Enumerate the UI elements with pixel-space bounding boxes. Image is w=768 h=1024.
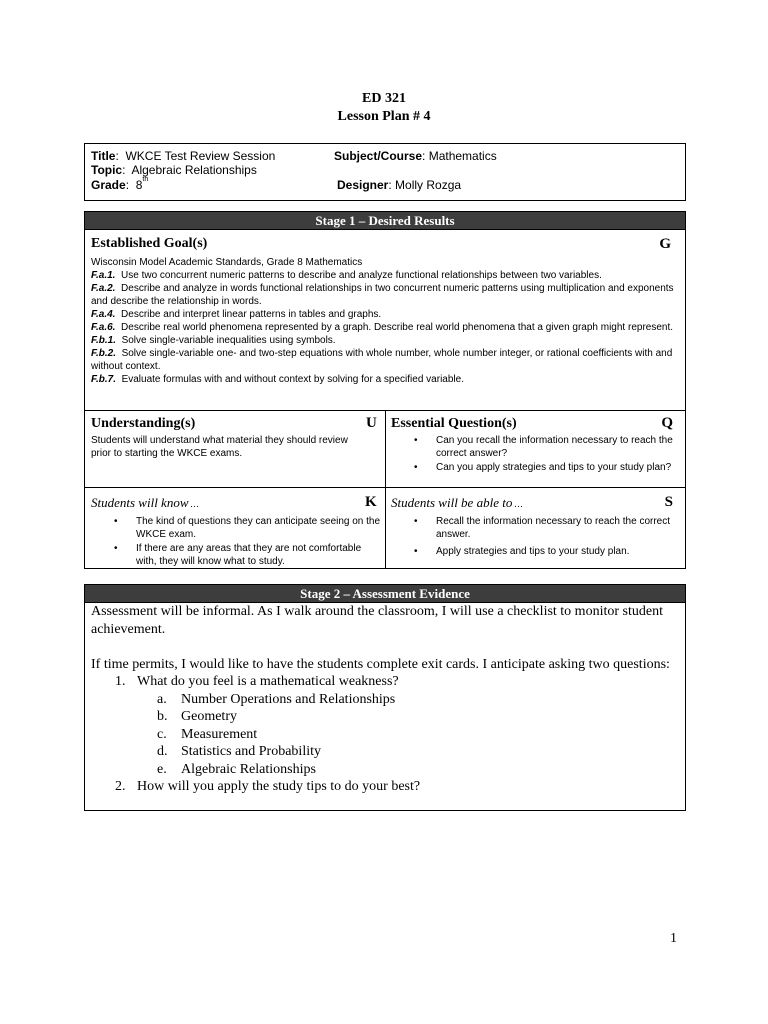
goals-intro: Wisconsin Model Academic Standards, Grade 8 Mathematics: [91, 257, 363, 268]
course-code: ED 321: [362, 91, 406, 106]
topic-value: Algebraic Relationships: [131, 163, 257, 177]
document-header: [0, 90, 768, 126]
students-know-heading: Students will know …: [91, 495, 199, 510]
divider: [85, 487, 685, 488]
stage2-assessment-evidence: [84, 584, 686, 811]
subject-line: Subject/Course: Mathematics: [334, 149, 497, 163]
title-value: WKCE Test Review Session: [125, 149, 276, 163]
understanding-text: Students will understand what material they should review prior to starting the WKCE exams.: [91, 435, 348, 459]
subject-value: Mathematics: [428, 149, 497, 163]
topic-line: Topic: Algebraic Relationships: [91, 163, 257, 177]
know-item: • The kind of questions they can anticipate seeing on the WKCE exam.: [114, 516, 381, 540]
lesson-plan-title: Lesson Plan # 4: [337, 109, 431, 124]
able-letter: S: [664, 494, 673, 510]
grade-line: Grade: 8th: [91, 176, 149, 192]
goals-letter: G: [659, 236, 671, 252]
understandings-letter: U: [366, 415, 377, 431]
option-item: d. Statistics and Probability: [157, 744, 321, 759]
option-item: c. Measurement: [157, 726, 258, 742]
stage2-band: Stage 2 – Assessment Evidence: [85, 585, 685, 603]
able-item: • Apply strategies and tips to your study plan.: [414, 546, 630, 557]
standard-item: F.a.1. Use two concurrent numeric patterns to describe and analyze functional relationships between two variables.: [91, 270, 602, 281]
grade-value: 8: [135, 178, 143, 192]
question-item: • Can you recall the information necessary to reach the correct answer?: [414, 435, 673, 459]
standard-item: F.b.7. Evaluate formulas with and without context by solving for a specified variable.: [91, 374, 464, 385]
know-item: • If there are any areas that they are not comfortable with, they will know what to study.: [114, 543, 362, 567]
option-item: e. Algebraic Relationships: [157, 761, 316, 777]
students-able-heading: Students will be able to …: [391, 495, 523, 510]
standard-item: F.a.2. Describe and analyze in words functional relationships in two concurrent numeric patterns using multiplication and exponents and describe the relationship in words.: [91, 283, 674, 307]
exit-cards-paragraph: If time permits, I would like to have the students complete exit cards. I anticipate asking two questions:: [91, 656, 670, 672]
question-item: • Can you apply strategies and tips to your study plan?: [414, 462, 672, 473]
page-number: 1: [670, 931, 677, 946]
stage1-desired-results: [84, 211, 686, 569]
understandings-heading: Understanding(s): [91, 416, 196, 431]
title-line: Title: WKCE Test Review Session: [91, 149, 276, 163]
assessment-text: [91, 603, 681, 796]
option-item: a. Number Operations and Relationships: [157, 691, 396, 707]
option-item: b. Geometry: [157, 709, 237, 724]
standard-item: F.b.1. Solve single-variable inequalities using symbols.: [91, 335, 336, 346]
designer-value: Molly Rozga: [395, 178, 462, 192]
standard-item: F.b.2. Solve single-variable one- and two-step equations with whole number, whole number integer, or rational coefficients with and without context.: [91, 348, 673, 372]
question-2: 2. How will you apply the study tips to do your best?: [115, 779, 421, 794]
standard-item: F.a.6. Describe real world phenomena represented by a graph. Describe real world phenomena that a given graph might represent.: [91, 322, 674, 333]
questions-letter: Q: [661, 415, 673, 431]
established-goals-heading: Established Goal(s): [91, 236, 208, 251]
able-item: • Recall the information necessary to reach the correct answer.: [414, 516, 670, 540]
standard-item: F.a.4. Describe and interpret linear patterns in tables and graphs.: [91, 309, 382, 320]
assessment-paragraph: Assessment will be informal. As I walk around the classroom, I will use a checklist to monitor student achievement.: [91, 604, 663, 637]
column-divider: [385, 410, 386, 568]
question-1: 1. What do you feel is a mathematical weakness?: [115, 674, 399, 689]
lesson-info-box: [84, 143, 686, 201]
stage1-band: Stage 1 – Desired Results: [85, 212, 685, 230]
designer-line: Designer: Molly Rozga: [337, 178, 462, 192]
essential-questions-heading: Essential Question(s): [391, 416, 517, 431]
goals-text: [91, 256, 679, 386]
know-letter: K: [365, 494, 377, 510]
